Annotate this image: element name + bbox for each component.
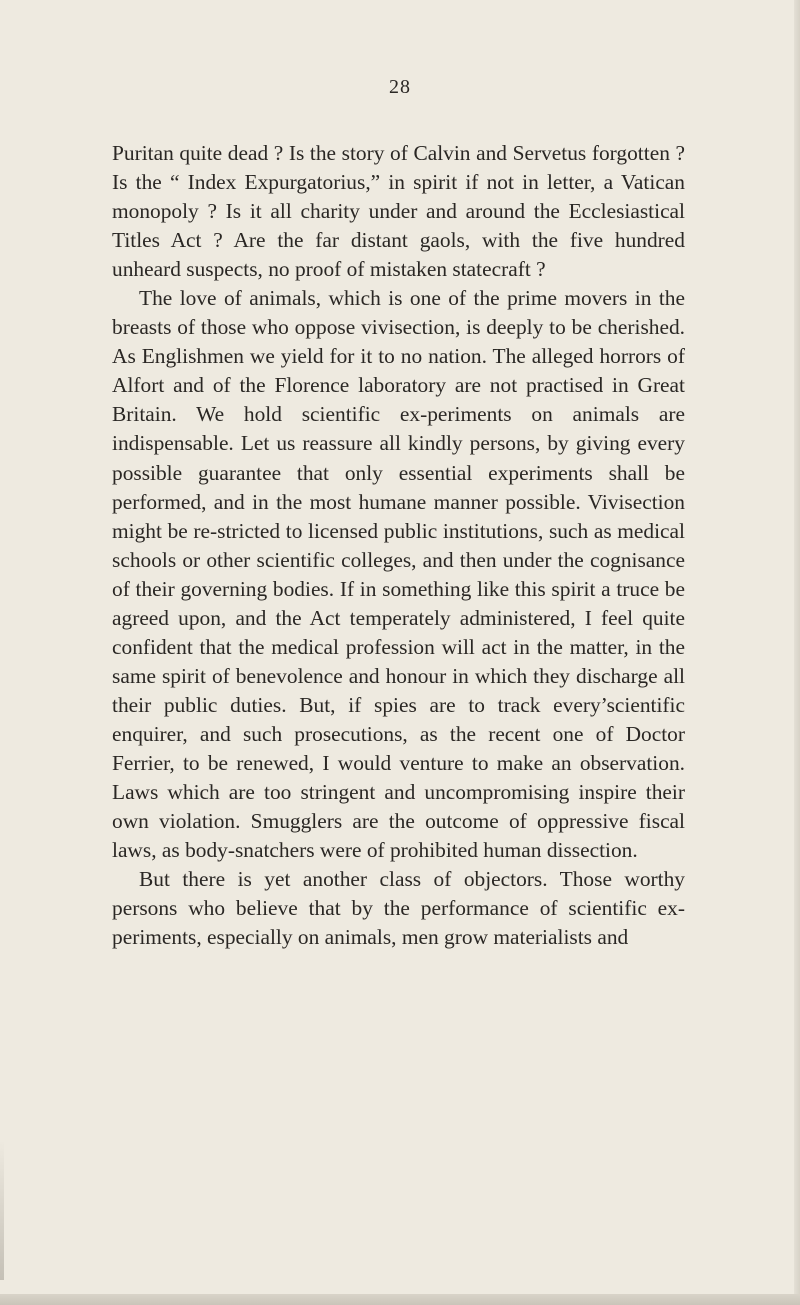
paragraph: The love of animals, which is one of the prime movers in the breasts of those who oppose vivisection, is deeply to be cherished. As Englishmen we yield for it to no nation. The alleged horrors of Alfort and of the Florence laboratory are not practised in Great Britain. We hold scientific ex-periments on animals are indispensable. Let us reassure all kindly persons, by giving every possible guarantee that only essential experiments shall be performed, and in the most humane manner possible. Vivisection might be re-stricted to licensed public institutions, such as medical schools or other scientific colleges, and then under the cognisance of their governing bodies. If in something like this spirit a truce be agreed upon, and the Act temperately administered, I feel quite confident that the medical profession will act in the matter, in the same spirit of benevolence and honour in which they discharge all their public duties. But, if spies are to track every’scientific enquirer, and such prosecutions, as the recent one of Doctor Ferrier, to be renewed, I would venture to make an observation. Laws which are too stringent and uncompromising inspire their own violation. Smugglers are the outcome of oppressive fiscal laws, as body-snatchers were of prohibited human dissection. [112, 286, 685, 863]
paragraph: But there is yet another class of objectors. Those worthy persons who believe that by the performance of scientific ex-periments, especially on animals, men grow materialists and [112, 867, 685, 950]
page-bottom-edge [0, 1294, 800, 1305]
page-number: 28 [389, 76, 411, 98]
body-text [112, 139, 685, 952]
paragraph: Puritan quite dead ? Is the story of Calvin and Servetus forgotten ? Is the “ Index Expurgatorius,” in spirit if not in letter, a Vatican monopoly ? Is it all charity under and around the Ecclesiastical Titles Act ? Are the far distant gaols, with the five hundred unheard suspects, no proof of mistaken statecraft ? [112, 141, 685, 282]
page-binding-shadow [0, 1140, 4, 1280]
page-edge-shadow [794, 0, 800, 1305]
